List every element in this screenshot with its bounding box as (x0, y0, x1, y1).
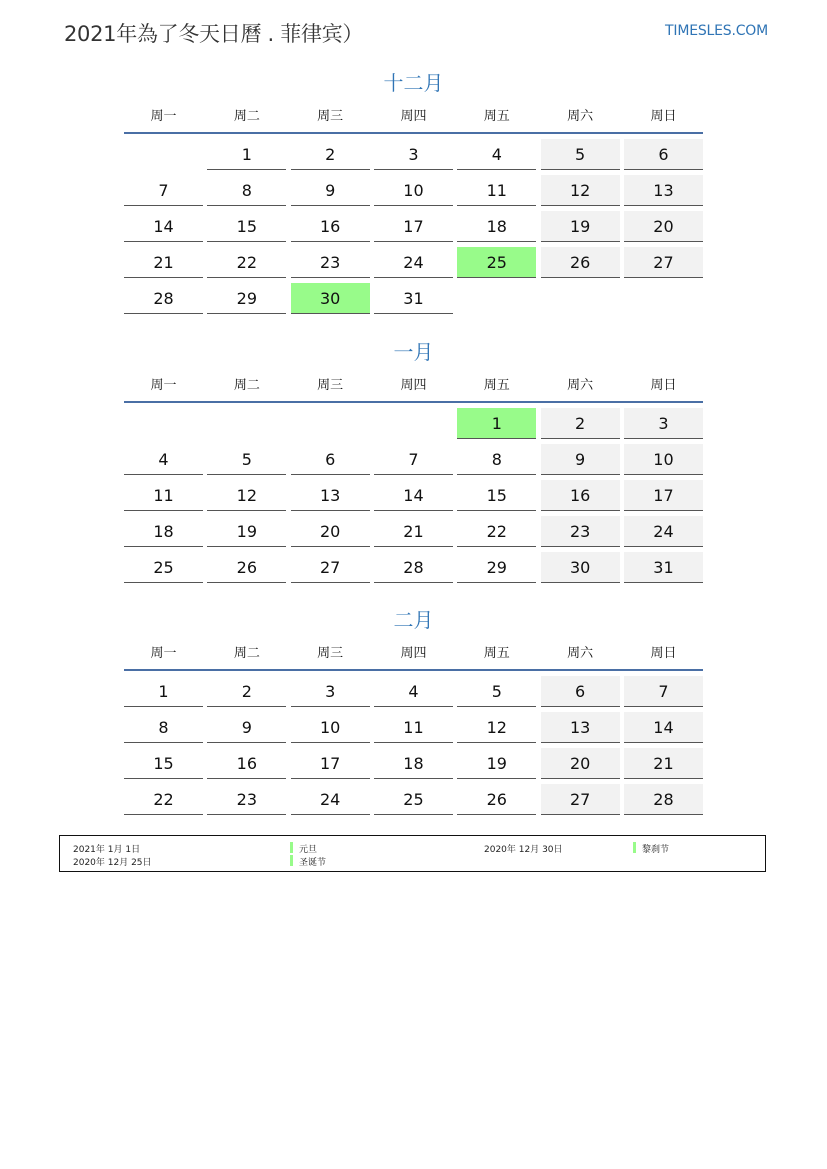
day-cell: 7 (624, 676, 703, 707)
day-cell: 6 (541, 676, 620, 707)
day-cell: 31 (624, 552, 703, 583)
day-grid (124, 408, 703, 583)
day-cell: 4 (124, 444, 203, 475)
month-january (124, 337, 703, 583)
day-cell: 25 (124, 552, 203, 583)
day-cell: 6 (624, 139, 703, 170)
day-cell: 25 (374, 784, 453, 815)
day-cell: 2 (207, 676, 286, 707)
day-cell: 7 (124, 175, 203, 206)
weekday-label: 周五 (483, 109, 510, 124)
month-title: 二月 (393, 608, 434, 632)
legend-date: 2020年 12月 30日 (484, 845, 563, 855)
day-cell: 9 (291, 175, 370, 206)
month-december (124, 68, 703, 314)
day-cell: 19 (541, 211, 620, 242)
empty-cell (124, 139, 203, 170)
day-cell: 9 (207, 712, 286, 743)
legend-date: 2021年 1月 1日 (73, 845, 141, 855)
weekday-header (124, 639, 703, 671)
day-cell: 28 (374, 552, 453, 583)
page-title: 2021年為了冬天日曆 . 菲律宾） (64, 22, 364, 46)
holiday-legend (59, 835, 766, 872)
weekday-label: 周四 (400, 646, 427, 661)
day-cell: 27 (624, 247, 703, 278)
day-cell: 27 (291, 552, 370, 583)
day-cell: 5 (207, 444, 286, 475)
day-cell: 22 (457, 516, 536, 547)
weekday-label: 周六 (567, 646, 594, 661)
weekday-label: 周一 (150, 109, 177, 124)
day-cell: 20 (541, 748, 620, 779)
day-cell: 30 (541, 552, 620, 583)
day-cell: 29 (207, 283, 286, 314)
holiday-day-cell: 30 (291, 283, 370, 314)
weekday-label: 周二 (233, 646, 260, 661)
month-title: 十二月 (383, 71, 444, 95)
day-cell: 5 (541, 139, 620, 170)
legend-date: 2020年 12月 25日 (73, 858, 152, 868)
day-cell: 21 (374, 516, 453, 547)
day-cell: 19 (207, 516, 286, 547)
day-cell: 17 (291, 748, 370, 779)
day-cell: 13 (624, 175, 703, 206)
holiday-day-cell: 25 (457, 247, 536, 278)
weekday-label: 周六 (567, 378, 594, 393)
holiday-marker (290, 855, 293, 866)
day-cell: 29 (457, 552, 536, 583)
day-cell: 13 (541, 712, 620, 743)
weekday-label: 周三 (317, 378, 344, 393)
day-cell: 16 (291, 211, 370, 242)
weekday-label: 周二 (233, 109, 260, 124)
day-cell: 15 (207, 211, 286, 242)
weekday-label: 周一 (150, 378, 177, 393)
day-cell: 3 (291, 676, 370, 707)
legend-holiday-name: 黎刹节 (642, 845, 670, 855)
day-cell: 15 (124, 748, 203, 779)
day-cell: 26 (207, 552, 286, 583)
empty-cell (207, 408, 286, 439)
day-cell: 31 (374, 283, 453, 314)
day-cell: 21 (124, 247, 203, 278)
day-cell: 17 (624, 480, 703, 511)
day-cell: 14 (374, 480, 453, 511)
site-link[interactable]: TIMESLES.COM (665, 23, 768, 39)
day-cell: 16 (207, 748, 286, 779)
day-cell: 8 (124, 712, 203, 743)
day-cell: 26 (541, 247, 620, 278)
day-cell: 19 (457, 748, 536, 779)
weekday-label: 周四 (400, 109, 427, 124)
day-cell: 22 (124, 784, 203, 815)
legend-holiday-name: 圣诞节 (299, 858, 327, 868)
day-cell: 3 (374, 139, 453, 170)
weekday-label: 周六 (567, 109, 594, 124)
empty-cell (291, 408, 370, 439)
day-cell: 11 (374, 712, 453, 743)
day-cell: 26 (457, 784, 536, 815)
day-cell: 4 (457, 139, 536, 170)
weekday-label: 周二 (233, 378, 260, 393)
day-cell: 1 (207, 139, 286, 170)
day-cell: 28 (124, 283, 203, 314)
day-grid (124, 676, 703, 815)
day-cell: 14 (624, 712, 703, 743)
holiday-marker (633, 842, 636, 853)
day-cell: 28 (624, 784, 703, 815)
day-cell: 12 (207, 480, 286, 511)
day-cell: 15 (457, 480, 536, 511)
day-cell: 2 (541, 408, 620, 439)
day-cell: 9 (541, 444, 620, 475)
weekday-label: 周五 (483, 646, 510, 661)
day-cell: 18 (457, 211, 536, 242)
day-cell: 24 (624, 516, 703, 547)
weekday-label: 周三 (317, 109, 344, 124)
day-cell: 27 (541, 784, 620, 815)
day-cell: 22 (207, 247, 286, 278)
day-cell: 18 (124, 516, 203, 547)
day-cell: 16 (541, 480, 620, 511)
day-cell: 18 (374, 748, 453, 779)
holiday-marker (290, 842, 293, 853)
weekday-header (124, 102, 703, 134)
day-cell: 6 (291, 444, 370, 475)
empty-cell (124, 408, 203, 439)
day-cell: 13 (291, 480, 370, 511)
day-cell: 1 (124, 676, 203, 707)
day-cell: 3 (624, 408, 703, 439)
day-cell: 11 (124, 480, 203, 511)
day-cell: 20 (624, 211, 703, 242)
day-cell: 11 (457, 175, 536, 206)
day-cell: 5 (457, 676, 536, 707)
day-cell: 12 (541, 175, 620, 206)
day-cell: 10 (624, 444, 703, 475)
day-cell: 8 (457, 444, 536, 475)
weekday-label: 周三 (317, 646, 344, 661)
day-cell: 24 (374, 247, 453, 278)
day-cell: 7 (374, 444, 453, 475)
day-cell: 10 (374, 175, 453, 206)
weekday-label: 周一 (150, 646, 177, 661)
month-february (124, 605, 703, 815)
day-cell: 4 (374, 676, 453, 707)
day-cell: 21 (624, 748, 703, 779)
weekday-label: 周日 (650, 109, 677, 124)
empty-cell (374, 408, 453, 439)
day-grid (124, 139, 703, 314)
weekday-header (124, 371, 703, 403)
holiday-day-cell: 1 (457, 408, 536, 439)
day-cell: 2 (291, 139, 370, 170)
weekday-label: 周五 (483, 378, 510, 393)
legend-holiday-name: 元旦 (299, 845, 318, 855)
day-cell: 10 (291, 712, 370, 743)
day-cell: 24 (291, 784, 370, 815)
day-cell: 8 (207, 175, 286, 206)
day-cell: 12 (457, 712, 536, 743)
day-cell: 17 (374, 211, 453, 242)
day-cell: 14 (124, 211, 203, 242)
month-title: 一月 (393, 340, 434, 364)
day-cell: 23 (291, 247, 370, 278)
weekday-label: 周日 (650, 378, 677, 393)
weekday-label: 周日 (650, 646, 677, 661)
day-cell: 23 (207, 784, 286, 815)
weekday-label: 周四 (400, 378, 427, 393)
day-cell: 20 (291, 516, 370, 547)
day-cell: 23 (541, 516, 620, 547)
